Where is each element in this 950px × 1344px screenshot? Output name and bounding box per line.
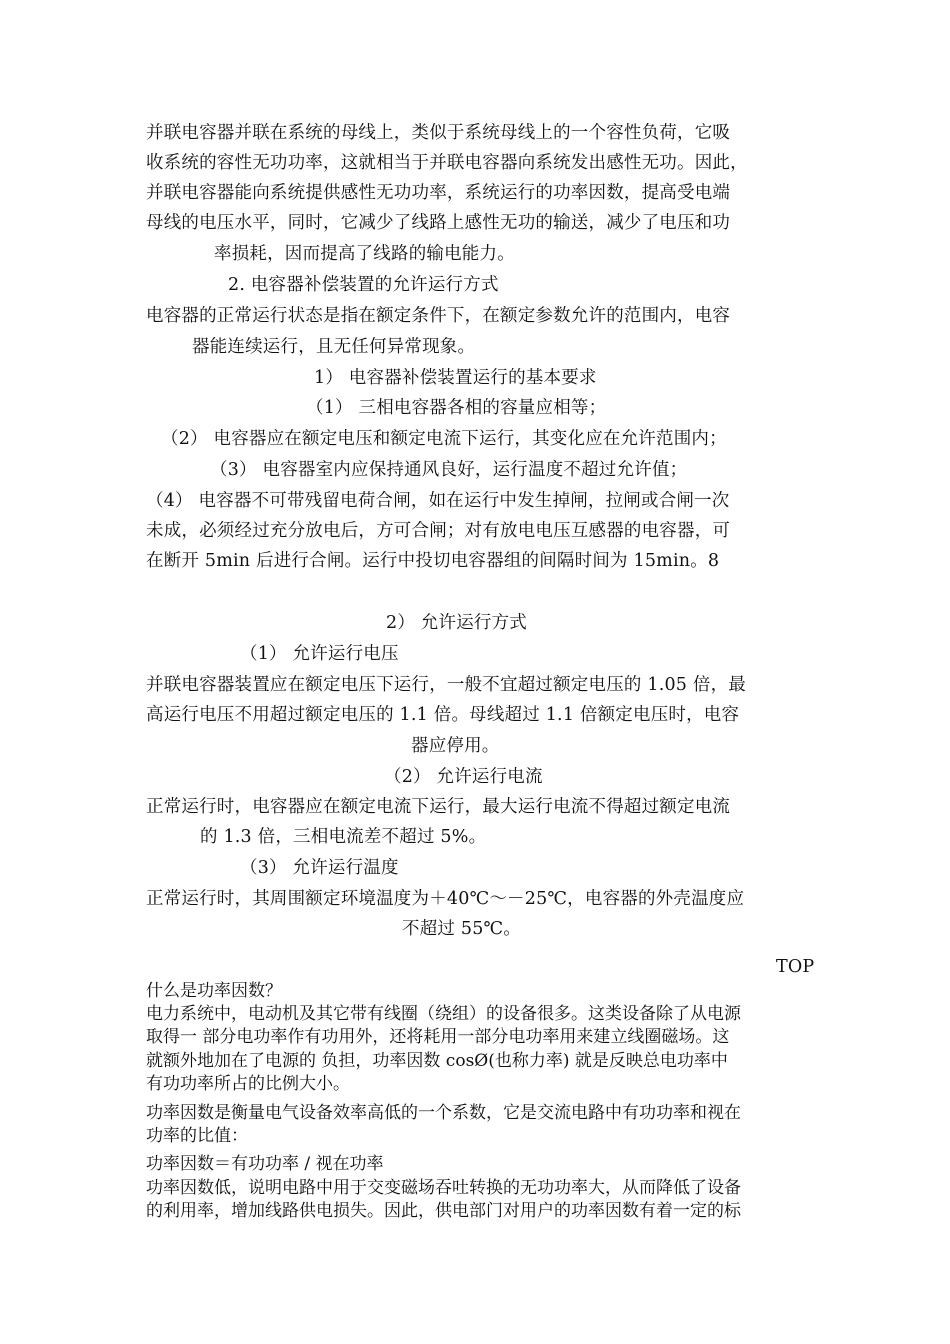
paragraph-line: 功率的比值：	[146, 1126, 248, 1146]
section-heading: 2. 电容器补偿装置的允许运行方式	[228, 275, 499, 295]
paragraph-line: 并联电容器装置应在额定电压下运行，一般不宜超过额定电压的 1.05 倍，最	[146, 675, 746, 695]
subheading: 2） 允许运行方式	[386, 613, 527, 633]
requirement-item: （2） 电容器应在额定电压和额定电流下运行，其变化应在允许范围内；	[161, 429, 727, 449]
paragraph-line: 功率因数低，说明电路中用于交变磁场吞吐转换的无功功率大，从而降低了设备	[146, 1178, 741, 1198]
formula-line: 功率因数＝有功功率 / 视在功率	[146, 1154, 384, 1174]
paragraph-line: 有功功率所占的比例大小。	[146, 1074, 350, 1094]
requirement-item: 未成，必须经过充分放电后，方可合闸；对有放电电压互感器的电容器，可	[146, 521, 731, 541]
paragraph-line: 并联电容器并联在系统的母线上，类似于系统母线上的一个容性负荷，它吸	[146, 123, 731, 143]
subheading: 1） 电容器补偿装置运行的基本要求	[314, 368, 597, 388]
requirement-item: 在断开 5min 后进行合闸。运行中投切电容器组的间隔时间为 15min。8	[146, 551, 720, 571]
paragraph-line: 取得一 部分电功率作有功用外，还将耗用一部分电功率用来建立线圈磁场。这	[146, 1027, 730, 1047]
paragraph-line: 高运行电压不用超过额定电压的 1.1 倍。母线超过 1.1 倍额定电压时，电容	[146, 705, 740, 725]
item-title: （1） 允许运行电压	[240, 644, 399, 664]
paragraph-line: 的利用率，增加线路供电损失。因此，供电部门对用户的功率因数有着一定的标	[146, 1201, 741, 1221]
paragraph-line: 正常运行时，电容器应在额定电流下运行，最大运行电流不得超过额定电流	[146, 797, 731, 817]
question-heading: 什么是功率因数？	[146, 981, 282, 1001]
requirement-item: （3） 电容器室内应保持通风良好，运行温度不超过允许值；	[210, 460, 688, 480]
paragraph-line: 并联电容器能向系统提供感性无功功率，系统运行的功率因数，提高受电端	[146, 183, 731, 203]
paragraph-line: 器应停用。	[411, 736, 500, 756]
paragraph-line: 的 1.3 倍，三相电流差不超过 5%。	[200, 827, 487, 847]
paragraph-line: 器能连续运行，且无任何异常现象。	[192, 337, 476, 357]
paragraph-line: 正常运行时，其周围额定环境温度为＋40℃～－25℃，电容器的外壳温度应	[146, 889, 745, 909]
paragraph-line: 电容器的正常运行状态是指在额定条件下，在额定参数允许的范围内，电容	[146, 306, 731, 326]
requirement-item: （1） 三相电容器各相的容量应相等；	[306, 398, 607, 418]
top-link[interactable]: TOP	[776, 957, 815, 977]
paragraph-line: 电力系统中，电动机及其它带有线圈（绕组）的设备很多。这类设备除了从电源	[146, 1004, 741, 1024]
requirement-item: （4） 电容器不可带残留电荷合闸，如在运行中发生掉闸，拉闸或合闸一次	[146, 491, 730, 511]
paragraph-line: 功率因数是衡量电气设备效率高低的一个系数，它是交流电路中有功功率和视在	[146, 1103, 741, 1123]
item-title: （2） 允许运行电流	[384, 767, 543, 787]
item-title: （3） 允许运行温度	[240, 858, 399, 878]
paragraph-line: 收系统的容性无功功率，这就相当于并联电容器向系统发出感性无功。因此，	[146, 153, 748, 173]
paragraph-line: 母线的电压水平，同时，它减少了线路上感性无功的输送，减少了电压和功	[146, 213, 731, 233]
paragraph-line: 不超过 55℃。	[402, 919, 522, 939]
paragraph-line: 就额外地加在了电源的 负担，功率因数 cosØ(也称力率) 就是反映总电功率中	[146, 1051, 728, 1071]
paragraph-line: 率损耗，因而提高了线路的输电能力。	[214, 244, 515, 264]
